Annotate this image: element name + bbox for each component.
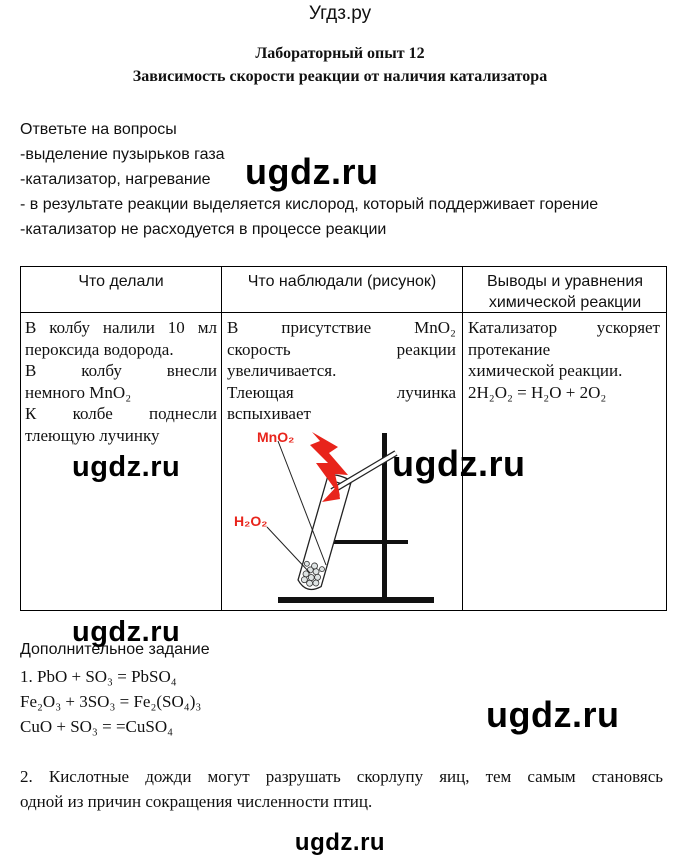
equation-2: Fe₂O₃ + 3SO₃ = Fe₂(SO₄)₃ [20, 692, 202, 711]
equation-1: 1. PbO + SO₃ = PbSO₄ [20, 667, 177, 686]
page-subtitle: Зависимость скорости реакции от наличия катализатора [132, 68, 548, 85]
label-h2o2: H₂O₂ [234, 513, 268, 529]
extra-heading: Дополнительное задание [20, 641, 210, 658]
watermark: ugdz.ru [294, 829, 386, 856]
stand-base [278, 597, 434, 603]
cell-conclusions [468, 317, 660, 403]
answer-line-1: -выделение пузырьков газа [20, 146, 225, 163]
cell-observed [227, 317, 456, 425]
experiment-table [20, 266, 667, 611]
text-line: В колбу внесли [25, 361, 217, 380]
text-line: К колбе поднесли [25, 404, 217, 423]
clamp-arm [330, 540, 408, 544]
cell-what-done [25, 317, 217, 446]
pointer-line [267, 527, 310, 573]
text-line: Тлеющая лучинка [227, 382, 456, 402]
watermark: ugdz.ru [245, 151, 379, 192]
text-line: одной из причин сокращения численности птиц. [20, 792, 373, 811]
text-line: химической реакции. [468, 361, 623, 380]
answers-heading: Ответьте на вопросы [20, 121, 177, 138]
text-line: скорость реакции [227, 339, 456, 359]
equation-3: CuO + SO₃ = =CuSO₄ [20, 717, 174, 736]
text-line: 2. Кислотные дожди могут разрушать скорлупу яиц, тем самым становясь [20, 767, 663, 786]
test-tube [296, 473, 351, 593]
text-line: 2H₂O₂ = H₂O + 2O₂ [468, 382, 607, 402]
text-line: Катализатор ускоряет [468, 318, 660, 337]
answer-2 [20, 764, 663, 814]
watermark: ugdz.ru [72, 451, 181, 483]
header-what-done: Что делали [78, 273, 164, 290]
column-divider [462, 267, 463, 610]
answer-line-2: -катализатор, нагревание [20, 171, 211, 188]
header-conclusions-line1: Выводы и уравнения [487, 273, 643, 290]
header-observed: Что наблюдали (рисунок) [247, 273, 437, 290]
text-line: В присутствие MnO₂ [227, 318, 456, 337]
watermark: ugdz.ru [486, 694, 620, 735]
watermark: ugdz.ru [72, 616, 181, 648]
site-title: Угдз.ру [308, 3, 372, 24]
page-title: Лабораторный опыт 12 [255, 45, 425, 62]
text-line: вспыхивает [227, 404, 311, 423]
answer-line-4: -катализатор не расходуется в процессе реакции [20, 221, 387, 238]
header-conclusions [463, 271, 667, 313]
text-line: протекание [468, 339, 551, 359]
text-line: тлеющую лучинку [25, 425, 160, 445]
header-conclusions-line2: химической реакции [488, 294, 642, 311]
text-line: немного MnO₂ [25, 382, 132, 402]
text-line: увеличивается. [227, 361, 337, 380]
answer-line-3: - в результате реакции выделяется кислород, который поддерживает горение [20, 196, 599, 213]
text-line: В колбу налили 10 мл [25, 318, 217, 337]
text-line: пероксида водорода. [25, 339, 174, 359]
watermark: ugdz.ru [392, 443, 526, 484]
label-mno2: MnO₂ [257, 429, 295, 445]
